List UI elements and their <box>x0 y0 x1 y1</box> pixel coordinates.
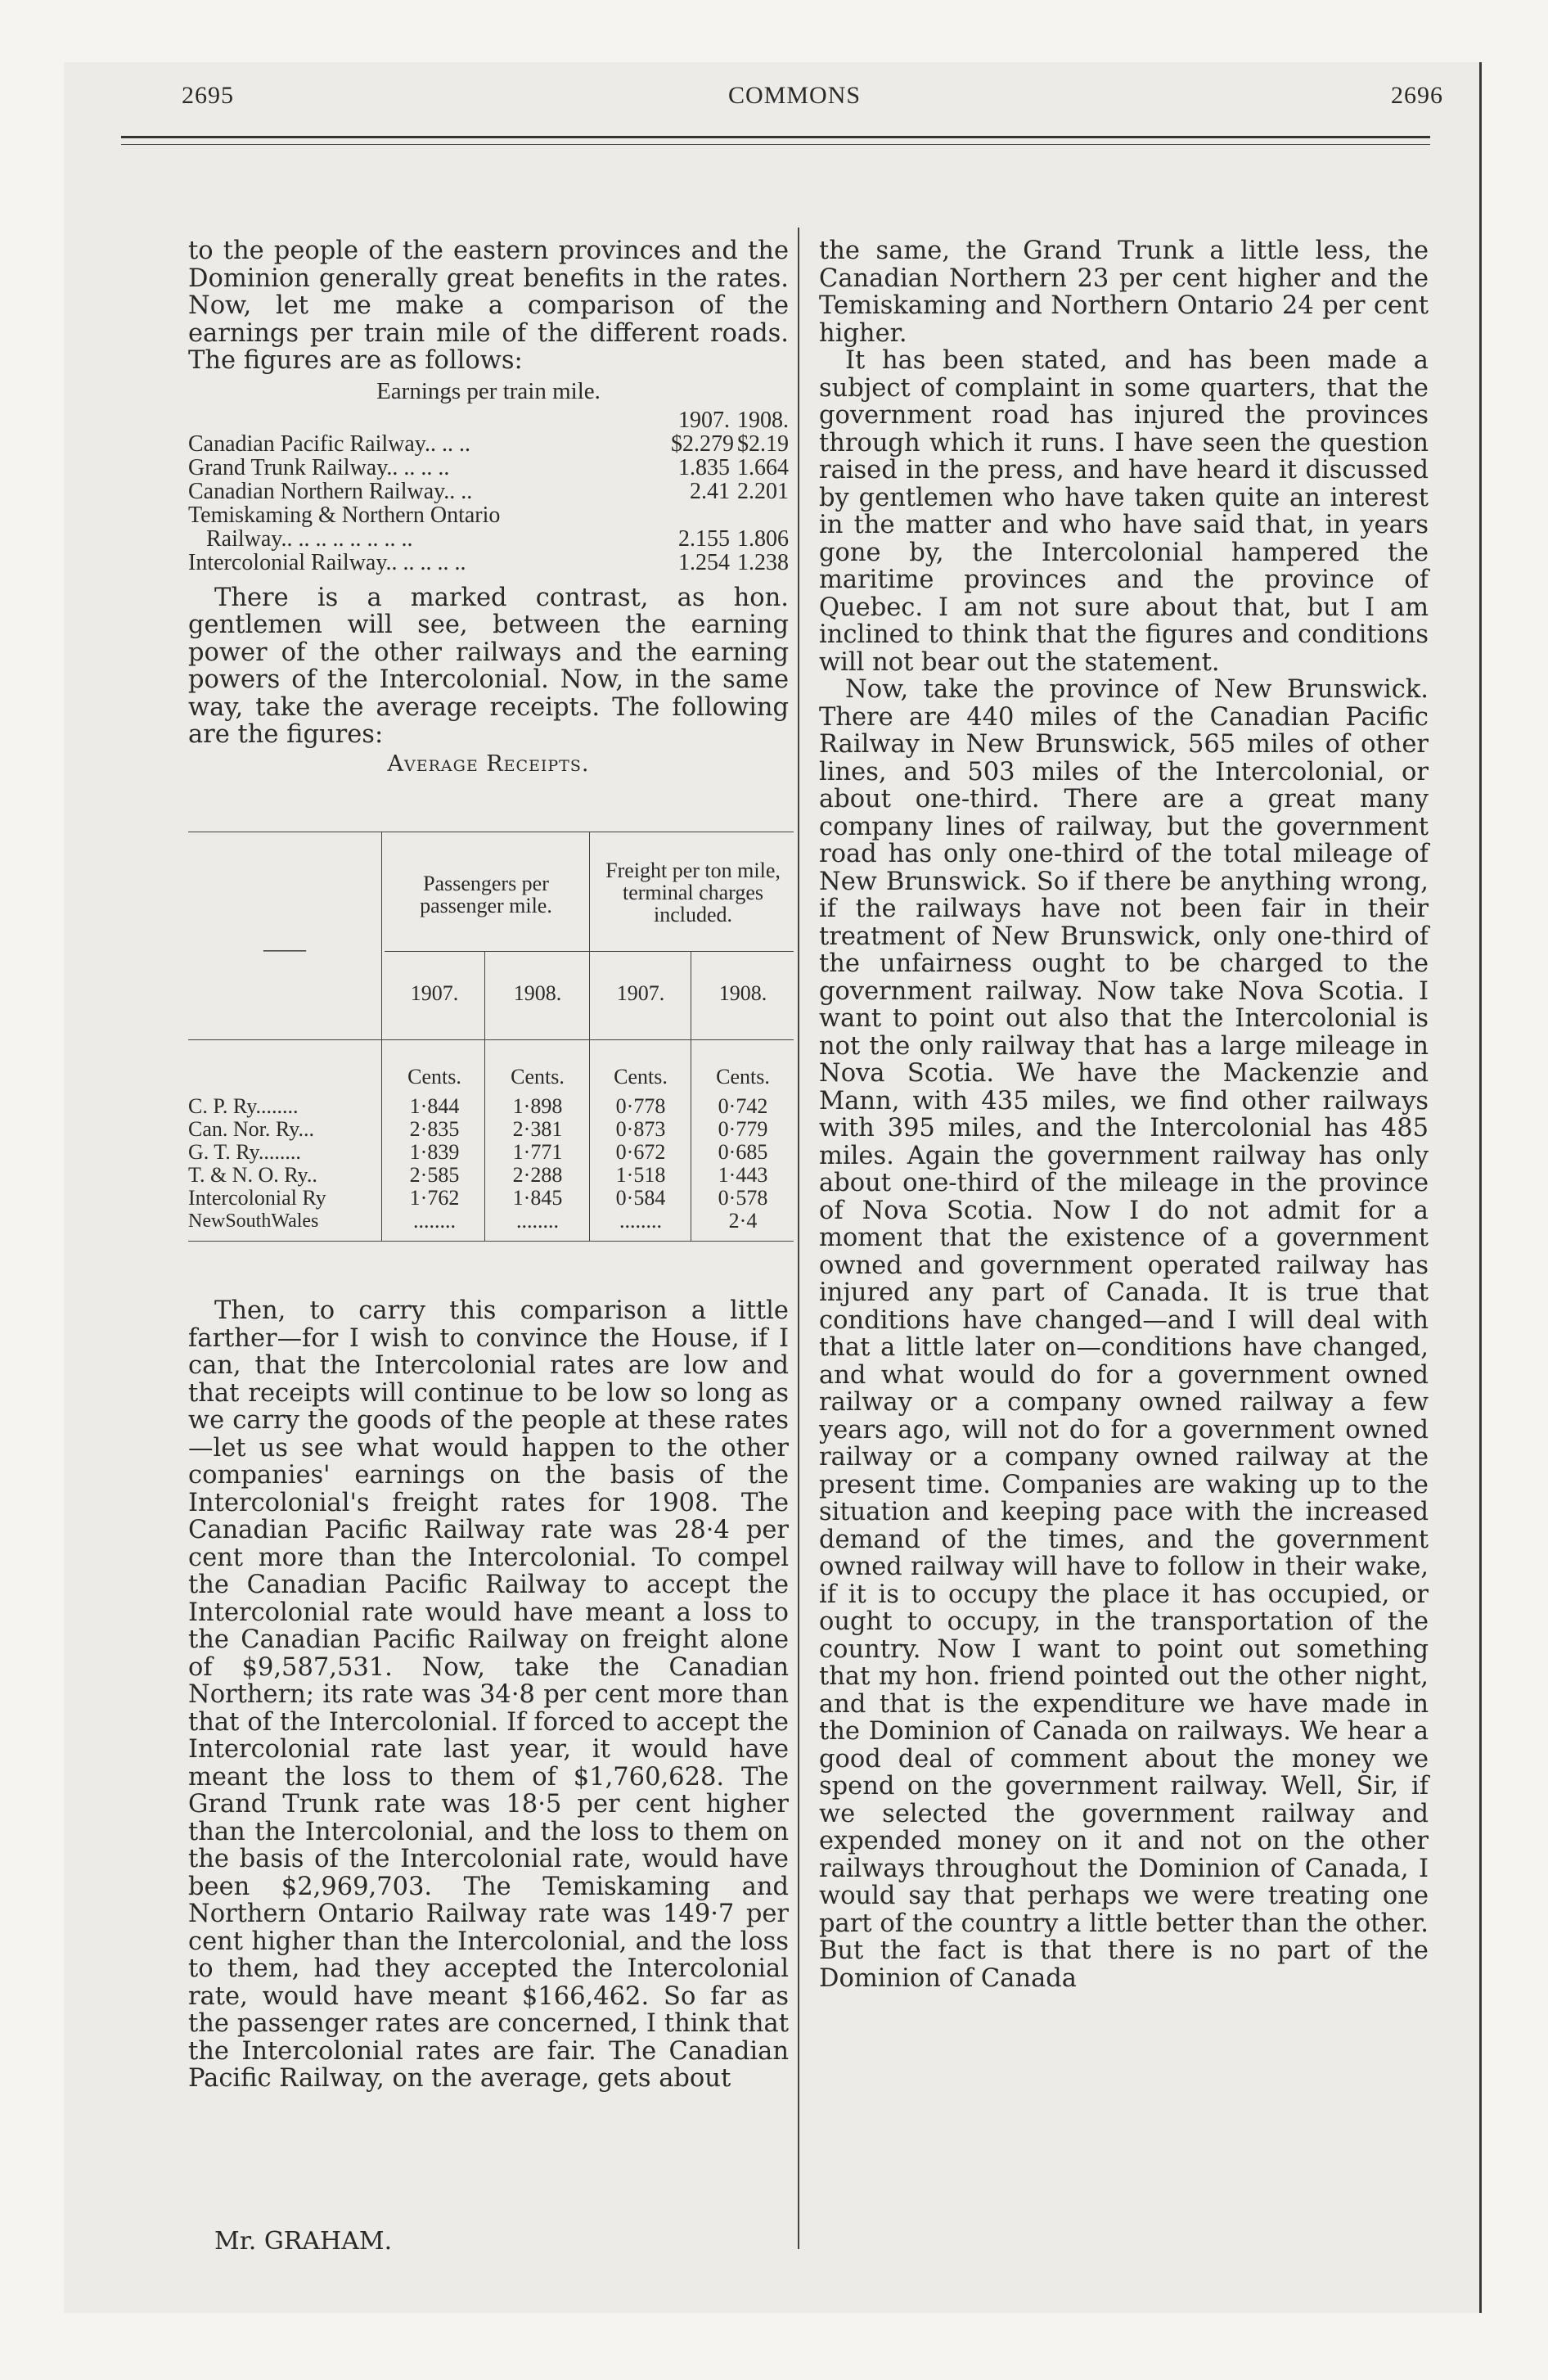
table-vrule <box>589 832 590 1241</box>
table-row-label: C. P. Ry........ <box>188 1094 299 1118</box>
table-row-label: Can. Nor. Ry... <box>188 1117 314 1141</box>
earnings-table-year-row <box>188 408 789 432</box>
receipts-table-title: Average Receipts. <box>387 751 590 777</box>
earnings-row-label: Canadian Pacific Railway.. .. .. <box>188 430 470 457</box>
table-cell: 1·443 <box>718 1163 768 1187</box>
earnings-value: 1.664 <box>737 454 789 480</box>
right-paragraph: the same, the Grand Trunk a little less, the Canadian Northern 23 per cent higher and the Temiskaming and Northern Ontario 24 per cent higher. <box>819 237 1429 348</box>
year-header: 1908. <box>513 981 562 1005</box>
right-paragraph: It has been stated, and has been made a subject of complaint in some quarters, that the government road has injured the provinces through which it runs. I have seen the question raised in the press, and have heard it discussed by gentlemen who have taken quite an interest in the matter and who have said that, in years gone by, the Intercolonial hampered the maritime provinces and the province of Quebec. I am not sure about that, but I am inclined to think that the figures and conditions will not bear out the statement. <box>819 346 1429 677</box>
earnings-row-label: Intercolonial Railway.. .. .. .. .. <box>188 549 466 575</box>
table-cell: 1·839 <box>409 1140 460 1164</box>
table-cell: 0·778 <box>615 1094 666 1118</box>
earnings-table-title: Earnings per train mile. <box>376 377 601 404</box>
page-number-right: 2696 <box>1391 82 1443 109</box>
speaker-signature: Mr. GRAHAM. <box>214 2227 393 2256</box>
earnings-row <box>188 527 789 551</box>
earnings-value: 1.254 <box>678 549 730 575</box>
earnings-row-label: Railway.. .. .. .. .. .. .. .. <box>206 525 413 552</box>
earnings-row <box>188 456 789 480</box>
year-header: 1908. <box>718 981 767 1005</box>
earnings-value: $2.279 <box>671 430 734 457</box>
right-paragraph: Now, take the province of New Brunswick. There are 440 miles of the Canadian Pacific Railway in New Brunswick, 565 miles of other lines, and 503 miles of the Intercolonial, or about one-third. There are a great many company lines of railway, but the government road has only one-third of the total mileage of New Brunswick. So if there be anything wrong, if the railways have not been fair in their treatment of New Brunswick, only one-third of the unfairness ought to be charged to the government railway. Now take Nova Scotia. I want to point out also that the Intercolonial is not the only railway that has a large mileage in Nova Scotia. We have the Mackenzie and Mann, with 435 miles, we find other railways with 395 miles, and the Intercolonial has 485 miles. Again the government railway has only about one-third of the mileage in the province of Nova Scotia. Now I do not admit for a moment that the existence of a government owned and government operated railway has injured any part of Canada. It is true that conditions have changed—and I will deal with that a little later on—conditions have changed, and what would do for a government owned railway or a company owned railway a few years ago, will not do for a government owned railway or a company owned railway at the present time. Companies are waking up to the situation and keeping pace with the increased demand of the times, and the government owned railway will have to follow in their wake, if it is to occupy the place it has occupied, or ought to occupy, in the transportation of the country. Now I want to point out something that my hon. friend pointed out the other night, and that is the expenditure we have made in the Dominion of Canada on railways. We hear a good deal of comment about the money we spend on the government railway. Well, Sir, if we selected the government railway and expended money on it and not on the other railways throughout the Dominion of Canada, I would say that perhaps we were treating one part of the country a little better than the other. But the fact is that there is no part of the Dominion of Canada <box>819 675 1429 1993</box>
table-cell: 0·779 <box>718 1117 768 1141</box>
table-row-label: G. T. Ry........ <box>188 1140 301 1164</box>
unit-header: Cents. <box>716 1065 770 1089</box>
left-paragraph-contrast: There is a marked contrast, as hon. gentlemen will see, between the earning power of the other railways and the earning powers of the Intercolonial. Now, in the same way, take the average receipts. The following are the figures: <box>188 583 789 749</box>
table-cell: 1·762 <box>409 1186 460 1210</box>
table-cell: 2·288 <box>512 1163 563 1187</box>
table-row-label: NewSouthWales <box>188 1210 319 1232</box>
table-vrule <box>484 951 485 1241</box>
table-rule <box>385 951 794 952</box>
header-rule-thin <box>121 144 1430 145</box>
column-separator <box>798 228 799 2249</box>
table-header-passengers: Passengers per passenger mile. <box>420 872 552 917</box>
earnings-row-label: Canadian Northern Railway.. .. <box>188 478 473 504</box>
table-cell: 1·845 <box>512 1186 563 1210</box>
table-cell: 0·742 <box>718 1094 768 1118</box>
earnings-year: 1908. <box>737 407 789 433</box>
table-cell: 1·844 <box>409 1094 460 1118</box>
earnings-value: 1.238 <box>737 549 789 575</box>
earnings-value: 1.835 <box>678 454 730 480</box>
table-row-label: T. & N. O. Ry.. <box>188 1163 317 1187</box>
table-cell: ........ <box>413 1209 456 1233</box>
table-cell: ........ <box>619 1209 662 1233</box>
left-column-top <box>188 237 789 778</box>
table-vrule <box>381 832 382 1241</box>
page-header-title: COMMONS <box>728 82 862 109</box>
table-rule-bottom <box>188 1241 794 1242</box>
table-row-label: Intercolonial Ry <box>188 1186 326 1210</box>
table-rule <box>188 1039 794 1040</box>
table-cell: 1·898 <box>512 1094 563 1118</box>
page-number-left: 2695 <box>182 82 234 109</box>
earnings-row-label: Temiskaming & Northern Ontario <box>188 502 501 528</box>
left-column-bottom <box>188 1297 789 2093</box>
year-header: 1907. <box>410 981 459 1005</box>
unit-header: Cents. <box>614 1065 668 1089</box>
earnings-value: 1.806 <box>737 525 789 552</box>
earnings-value: 2.155 <box>678 525 730 552</box>
year-header: 1907. <box>616 981 665 1005</box>
table-cell: 1·771 <box>512 1140 563 1164</box>
table-cell: 2·381 <box>512 1117 563 1141</box>
table-cell: 2·4 <box>728 1209 758 1233</box>
table-header-freight: Freight per ton mile, terminal charges included. <box>605 859 781 926</box>
header-rule-thick <box>121 136 1430 138</box>
earnings-value: $2.19 <box>737 430 789 457</box>
left-paragraph-intro: to the people of the eastern provinces and the Dominion generally great benefits in the rates. Now, let me make a comparison of the earnings per train mile of the different roads. The figures are as follows: <box>188 237 789 375</box>
table-cell: 0·873 <box>615 1117 666 1141</box>
earnings-value: 2.41 <box>690 478 730 504</box>
table-cell: 0·578 <box>718 1186 768 1210</box>
table-cell: 2·585 <box>409 1163 460 1187</box>
earnings-row <box>188 432 789 456</box>
earnings-row-label: Grand Trunk Railway.. .. .. .. <box>188 454 450 480</box>
left-paragraph-comparison: Then, to carry this comparison a little farther—for I wish to convince the House, if I can, that the Intercolonial rates are low and that receipts will continue to be low so long as we carry the goods of the people at these rates—let us see what would happen to the other companies' earnings on the basis of the Intercolonial's freight rates for 1908. The Canadian Pacific Railway rate was 28·4 per cent more than the Intercolonial. To compel the Canadian Pacific Railway to accept the Intercolonial rate would have meant a loss to the Canadian Pacific Railway on freight alone of $9,587,531. Now, take the Canadian Northern; its rate was 34·8 per cent more than that of the Intercolonial. If forced to accept the Intercolonial rate last year, it would have meant the loss to them of $1,760,628. The Grand Trunk rate was 18·5 per cent higher than the Intercolonial, and the loss to them on the basis of the Intercolonial rate, would have been $2,969,703. The Temiskaming and Northern Ontario Railway rate was 149·7 per cent higher than the Intercolonial, and the loss to them, had they accepted the Intercolonial rate, would have meant $166,462. So far as the passenger rates are concerned, I think that the Intercolonial rates are fair. The Canadian Pacific Railway, on the average, gets about <box>188 1296 789 2093</box>
earnings-table <box>188 408 789 575</box>
right-column <box>819 237 1429 1992</box>
earnings-year: 1907. <box>678 407 730 433</box>
earnings-row <box>188 503 789 527</box>
unit-header: Cents. <box>511 1065 565 1089</box>
table-cell: 0·584 <box>615 1186 666 1210</box>
earnings-value: 2.201 <box>737 478 789 504</box>
earnings-row <box>188 551 789 575</box>
unit-header: Cents. <box>407 1065 461 1089</box>
table-cell: 0·672 <box>615 1140 666 1164</box>
table-cell: 1·518 <box>615 1163 666 1187</box>
table-cell: ........ <box>516 1209 559 1233</box>
table-corner-dash: —— <box>263 937 306 961</box>
table-cell: 2·835 <box>409 1117 460 1141</box>
earnings-row <box>188 480 789 503</box>
table-cell: 0·685 <box>718 1140 768 1164</box>
